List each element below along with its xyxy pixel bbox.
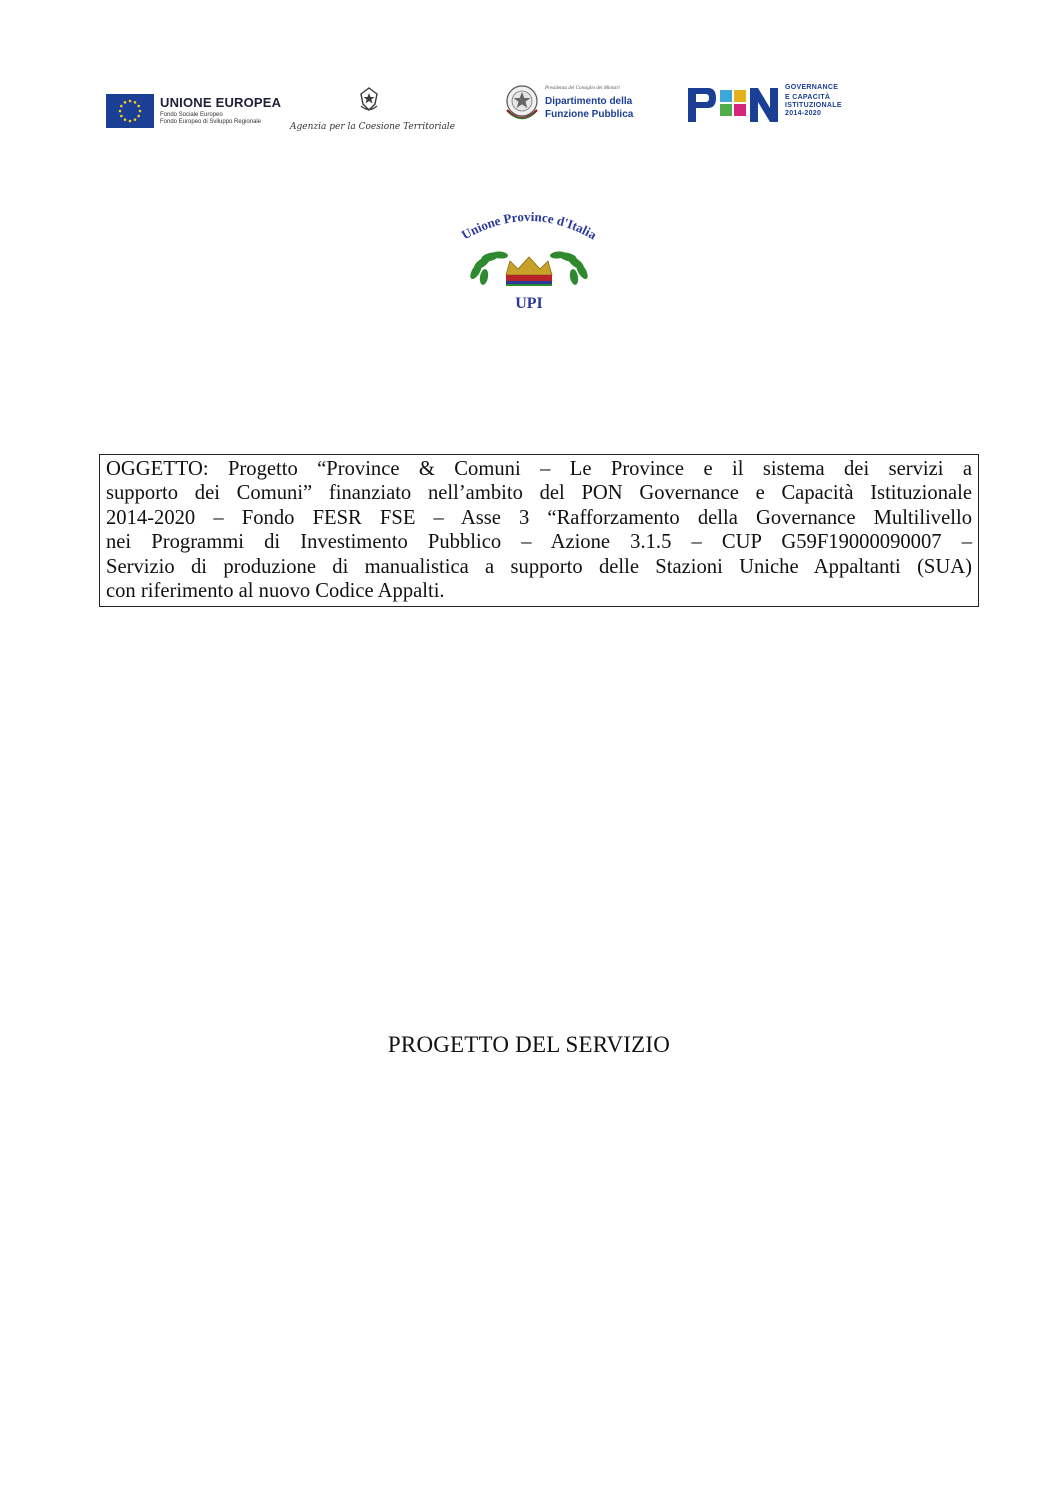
dfp-line-1: Dipartimento della — [545, 96, 633, 107]
eu-star — [124, 118, 127, 121]
subject-line: nei Programmi di Investimento Pubblico – Azione 3.1.5 – CUP G59F19000090007 – — [106, 531, 972, 554]
eu-star — [134, 101, 137, 104]
eu-star — [119, 110, 122, 113]
eu-flag-icon — [106, 94, 154, 128]
agenzia-text: Agenzia per la Coesione Territoriale — [290, 122, 456, 132]
eu-star — [120, 105, 123, 108]
svg-text:Unione Province d'Italia: Unione Province d'Italia — [458, 208, 600, 243]
dipartimento-funzione-pubblica-logo — [503, 82, 645, 132]
logo-strip — [0, 78, 1058, 148]
eu-subline-1: Fondo Sociale Europeo — [160, 112, 223, 118]
subject-box — [99, 454, 979, 607]
dfp-line-2: Funzione Pubblica — [545, 109, 634, 120]
upi-logo — [456, 205, 602, 317]
pon-subline-2: E CAPACITÀ — [785, 94, 831, 101]
italian-emblem-icon — [358, 86, 380, 112]
agenzia-coesione-logo — [290, 86, 455, 138]
upi-emblem-icon — [456, 205, 602, 295]
pon-mark-icon — [686, 82, 782, 126]
subject-line: con riferimento al nuovo Codice Appalti. — [106, 580, 445, 603]
eu-logo — [106, 94, 286, 130]
document-title: PROGETTO DEL SERVIZIO — [387, 1032, 671, 1057]
pon-subline-4: 2014-2020 — [785, 110, 822, 117]
pon-governance-logo — [686, 82, 856, 128]
eu-subline-2: Fondo Europeo di Sviluppo Regionale — [160, 119, 262, 125]
subject-line: Servizio di produzione di manualistica a supporto delle Stazioni Uniche Appaltanti (SUA) — [106, 555, 972, 578]
eu-star — [139, 110, 142, 113]
eu-title: UNIONE EUROPEA — [160, 95, 282, 110]
eu-star — [134, 118, 137, 121]
eu-star — [137, 105, 140, 108]
subject-line: supporto dei Comuni” finanziato nell’ambito del PON Governance e Capacità Istituzionale — [106, 482, 972, 505]
pon-subline-1: GOVERNANCE — [785, 84, 839, 91]
eu-star — [129, 100, 132, 103]
upi-caption: UPI — [515, 295, 543, 312]
subject-line: OGGETTO: Progetto “Province & Comuni – Le Province e il sistema dei servizi a — [106, 458, 972, 480]
eu-star — [124, 101, 127, 104]
dfp-presidenza-text: Presidenza del Consiglio dei Ministri — [545, 86, 620, 91]
subject-line: 2014-2020 – Fondo FESR FSE – Asse 3 “Rafforzamento della Governance Multilivello — [106, 506, 972, 529]
republic-emblem-icon — [503, 82, 541, 126]
eu-star — [129, 120, 132, 123]
pon-subline-3: ISTITUZIONALE — [785, 102, 842, 109]
eu-star — [120, 115, 123, 118]
eu-star — [137, 115, 140, 118]
